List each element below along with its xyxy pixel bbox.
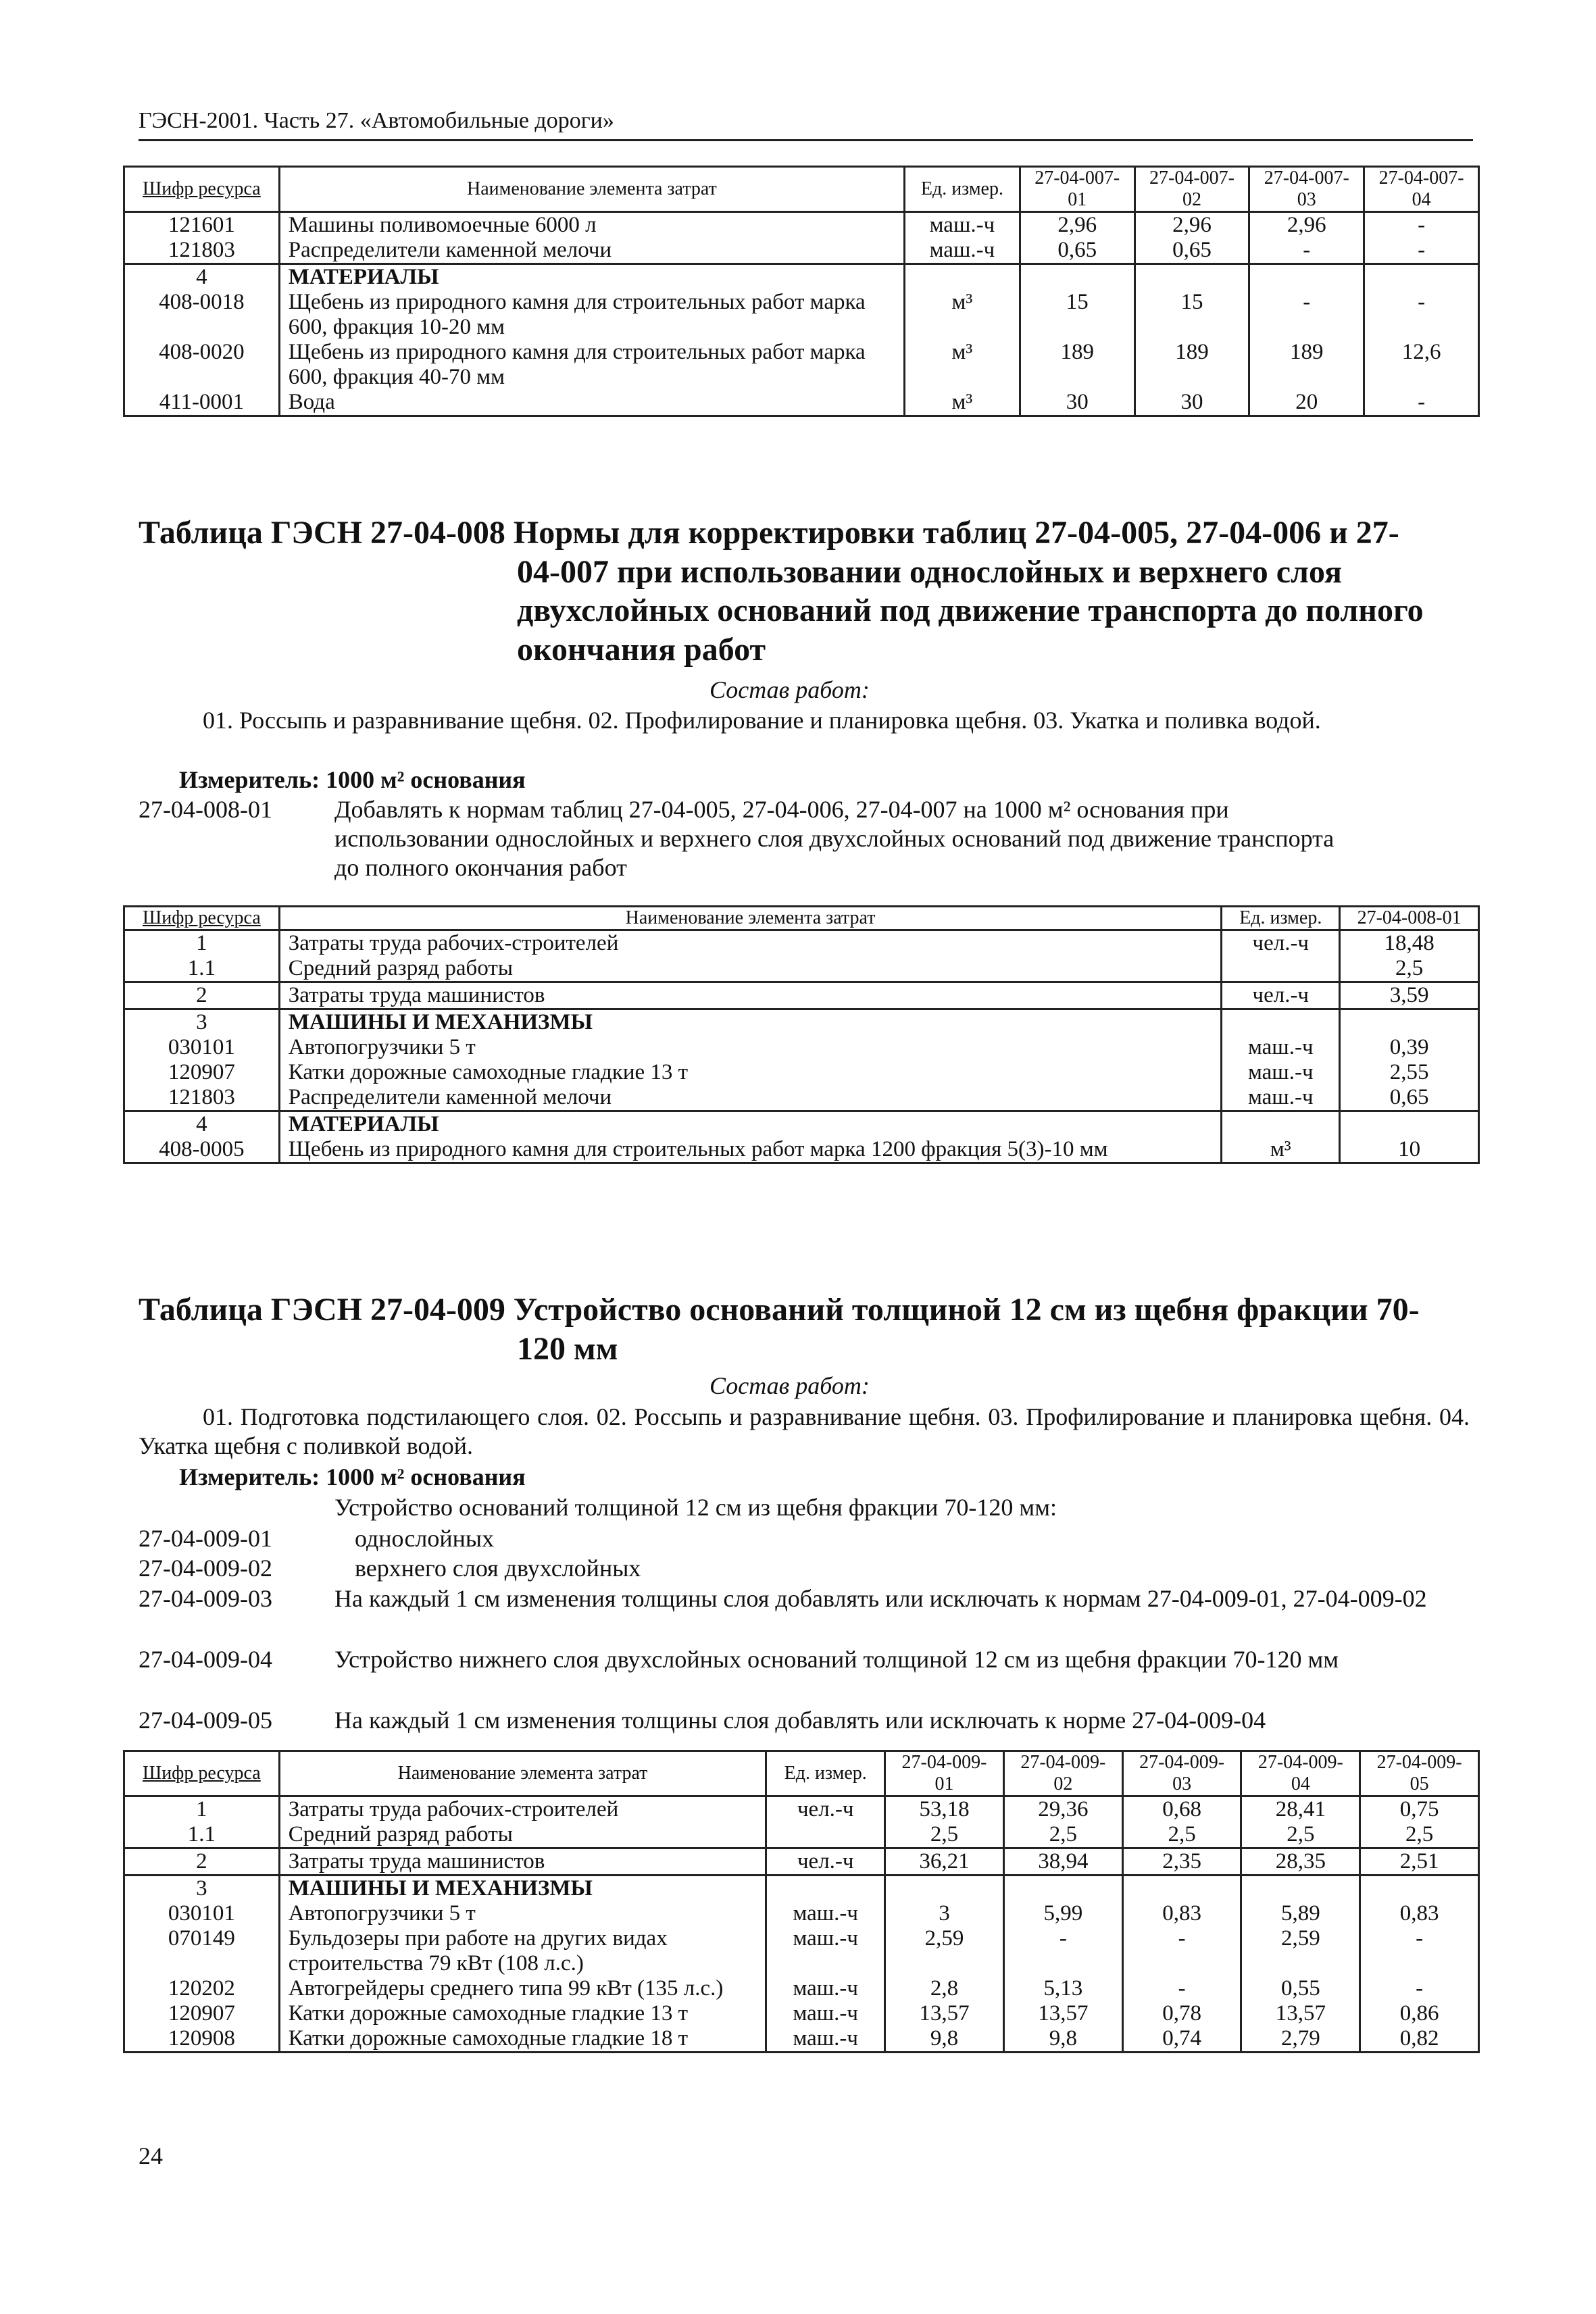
cell: 189 — [1134, 340, 1249, 390]
cell: маш.-ч — [766, 2026, 885, 2052]
cell: 408-0005 — [124, 1137, 280, 1163]
header-cell: 27-04-009-02 — [1003, 1751, 1122, 1796]
table-row — [124, 340, 1479, 390]
cell: 3 — [124, 1876, 280, 1901]
cell: 2 — [124, 982, 280, 1009]
cell — [1122, 1876, 1241, 1901]
cell — [1222, 1009, 1340, 1035]
norm-code: 27-04-009-02 — [139, 1555, 272, 1582]
cell: 0,39 — [1340, 1035, 1479, 1060]
cell — [1340, 1009, 1479, 1035]
running-header: ГЭСН-2001. Часть 27. «Автомобильные дороги» — [139, 108, 1473, 141]
norm-description: Устройство нижнего слоя двухслойных оснований толщиной 12 см из щебня фракции 70-120 мм — [334, 1646, 1339, 1673]
cell: 2,51 — [1360, 1848, 1479, 1876]
section-title — [139, 513, 1483, 669]
header-cell: 27-04-009-04 — [1241, 1751, 1360, 1796]
table-row — [124, 1848, 1479, 1876]
cell: Вода — [279, 390, 904, 416]
table-row — [124, 1901, 1479, 1926]
cell: 29,36 — [1003, 1796, 1122, 1822]
cell: 121803 — [124, 1085, 280, 1111]
header-cell: Наименование элемента затрат — [279, 1751, 766, 1796]
norm-code: 27-04-009-04 — [139, 1646, 272, 1673]
table-row — [124, 1035, 1479, 1060]
cell: 5,13 — [1003, 1976, 1122, 2001]
cell: - — [1364, 212, 1479, 238]
cell: 36,21 — [885, 1848, 1004, 1876]
cell: Автопогрузчики 5 т — [279, 1035, 1222, 1060]
cell: 20 — [1249, 390, 1364, 416]
cell: Щебень из природного камня для строительных работ марка 600, фракция 40-70 мм — [279, 340, 904, 390]
cell: Средний разряд работы — [279, 956, 1222, 982]
cell: 1.1 — [124, 956, 280, 982]
cell: 411-0001 — [124, 390, 280, 416]
cell: 120908 — [124, 2026, 280, 2052]
table-row — [124, 1926, 1479, 1976]
table-row — [124, 1822, 1479, 1848]
table-header-row — [124, 167, 1479, 212]
header-cell: Наименование элемента затрат — [279, 907, 1222, 930]
table-row — [124, 1060, 1479, 1085]
table-row — [124, 1876, 1479, 1901]
table-row — [124, 2001, 1479, 2026]
cell — [1222, 1111, 1340, 1136]
cell: маш.-ч — [905, 212, 1020, 238]
header-cell: 27-04-009-05 — [1360, 1751, 1479, 1796]
norm-description: На каждый 1 см изменения толщины слоя добавлять или исключать к нормам 27-04-009-01, 27-04-009-02 — [334, 1585, 1427, 1612]
table-header-row — [124, 907, 1479, 930]
cell — [885, 1876, 1004, 1901]
cell: 2,5 — [1122, 1822, 1241, 1848]
cell: маш.-ч — [766, 2001, 885, 2026]
cell: 3,59 — [1340, 982, 1479, 1009]
table-row — [124, 1976, 1479, 2001]
cell: 28,41 — [1241, 1796, 1360, 1822]
cell: Распределители каменной мелочи — [279, 238, 904, 263]
header-cell: Шифр ресурса — [124, 1751, 280, 1796]
cell: МАТЕРИАЛЫ — [279, 1111, 1222, 1136]
cell: 1.1 — [124, 1822, 280, 1848]
meter-label: Измеритель: 1000 м² основания — [179, 766, 526, 793]
cell: чел.-ч — [1222, 982, 1340, 1009]
cell: 2,5 — [1241, 1822, 1360, 1848]
cell: Щебень из природного камня для строительных работ марка 1200 фракция 5(3)-10 мм — [279, 1137, 1222, 1163]
cell: 2,59 — [1241, 1926, 1360, 1976]
table-row — [124, 290, 1479, 340]
table-row — [124, 1111, 1479, 1136]
norm-code: 27-04-009-01 — [139, 1525, 272, 1552]
header-cell: Шифр ресурса — [124, 907, 280, 930]
cell: 28,35 — [1241, 1848, 1360, 1876]
cell: 2,96 — [1020, 212, 1134, 238]
table-row — [124, 264, 1479, 290]
resource-table-008 — [123, 905, 1480, 1164]
cell: чел.-ч — [766, 1848, 885, 1876]
cell: Средний разряд работы — [279, 1822, 766, 1848]
cell: - — [1249, 290, 1364, 340]
meter-label: Измеритель: 1000 м² основания — [179, 1463, 526, 1490]
cell: маш.-ч — [1222, 1085, 1340, 1111]
table-row — [124, 1085, 1479, 1111]
cell: 1 — [124, 930, 280, 956]
cell: маш.-ч — [766, 1926, 885, 1976]
cell: 2,55 — [1340, 1060, 1479, 1085]
cell: 13,57 — [1003, 2001, 1122, 2026]
title-line: окончания работ — [517, 631, 766, 668]
cell: 30 — [1020, 390, 1134, 416]
header-cell: Наименование элемента затрат — [279, 167, 904, 212]
table-row — [124, 238, 1479, 263]
cell: - — [1364, 390, 1479, 416]
cell: 189 — [1020, 340, 1134, 390]
cell: 0,68 — [1122, 1796, 1241, 1822]
cell: 4 — [124, 1111, 280, 1136]
cell — [1249, 264, 1364, 290]
cell: Бульдозеры при работе на других видах строительства 79 кВт (108 л.с.) — [279, 1926, 766, 1976]
cell: 2,96 — [1249, 212, 1364, 238]
cell: маш.-ч — [905, 238, 1020, 263]
table-row — [124, 1009, 1479, 1035]
cell — [1241, 1876, 1360, 1901]
cell: 2,8 — [885, 1976, 1004, 2001]
table-row — [124, 1796, 1479, 1822]
header-cell: Ед. измер. — [766, 1751, 885, 1796]
cell: 3 — [885, 1901, 1004, 1926]
cell: 070149 — [124, 1926, 280, 1976]
cell: м³ — [905, 290, 1020, 340]
cell: 2,35 — [1122, 1848, 1241, 1876]
cell: 2,5 — [885, 1822, 1004, 1848]
cell: Распределители каменной мелочи — [279, 1085, 1222, 1111]
cell: маш.-ч — [1222, 1060, 1340, 1085]
cell: 0,83 — [1360, 1901, 1479, 1926]
table-row — [124, 1137, 1479, 1163]
cell: 0,65 — [1020, 238, 1134, 263]
section-title — [139, 1290, 1483, 1368]
norm-code: 27-04-008-01 — [139, 796, 272, 823]
cell — [1003, 1876, 1122, 1901]
title-line: 04-007 при использовании однослойных и верхнего слоя — [517, 553, 1342, 590]
cell: 2,5 — [1003, 1822, 1122, 1848]
cell: 53,18 — [885, 1796, 1004, 1822]
cell: 3 — [124, 1009, 280, 1035]
cell: Затраты труда рабочих-строителей — [279, 930, 1222, 956]
cell: 30 — [1134, 390, 1249, 416]
cell: чел.-ч — [1222, 930, 1340, 956]
cell: 9,8 — [1003, 2026, 1122, 2052]
cell: 10 — [1340, 1137, 1479, 1163]
header-cell: Ед. измер. — [1222, 907, 1340, 930]
page-number: 24 — [139, 2142, 163, 2169]
resource-table-007 — [123, 166, 1480, 417]
header-cell: Ед. измер. — [905, 167, 1020, 212]
header-cell: Шифр ресурса — [124, 167, 280, 212]
norm-description: однослойных — [355, 1525, 495, 1552]
cell: 121601 — [124, 212, 280, 238]
cell: 15 — [1134, 290, 1249, 340]
cell: 5,99 — [1003, 1901, 1122, 1926]
norm-intro: Устройство оснований толщиной 12 см из щебня фракции 70-120 мм: — [334, 1494, 1057, 1521]
cell: 5,89 — [1241, 1901, 1360, 1926]
table-row — [124, 982, 1479, 1009]
cell: 0,65 — [1134, 238, 1249, 263]
cell: 0,65 — [1340, 1085, 1479, 1111]
cell: 13,57 — [1241, 2001, 1360, 2026]
cell: - — [1249, 238, 1364, 263]
cell: 2,96 — [1134, 212, 1249, 238]
cell: 408-0020 — [124, 340, 280, 390]
cell: - — [1122, 1976, 1241, 2001]
cell: - — [1122, 1926, 1241, 1976]
cell: Катки дорожные самоходные гладкие 13 т — [279, 2001, 766, 2026]
cell: Машины поливомоечные 6000 л — [279, 212, 904, 238]
composition-text: 01. Россыпь и разравнивание щебня. 02. Профилирование и планировка щебня. 03. Укатка и поливка водой. — [203, 707, 1321, 734]
cell: - — [1364, 238, 1479, 263]
cell: 2,79 — [1241, 2026, 1360, 2052]
cell: 0,83 — [1122, 1901, 1241, 1926]
title-line: 120 мм — [517, 1330, 618, 1367]
cell: Катки дорожные самоходные гладкие 13 т — [279, 1060, 1222, 1085]
cell — [1020, 264, 1134, 290]
cell: 0,74 — [1122, 2026, 1241, 2052]
cell: - — [1360, 1976, 1479, 2001]
cell: 030101 — [124, 1901, 280, 1926]
cell: м³ — [905, 340, 1020, 390]
cell: 121803 — [124, 238, 280, 263]
table-row — [124, 212, 1479, 238]
composition-text: 01. Подготовка подстилающего слоя. 02. Россыпь и разравнивание щебня. 03. Профилирование и планировка щебня. 04. Укатка щебня с поливкой водой. — [139, 1403, 1470, 1460]
norm-description: Добавлять к нормам таблиц 27-04-005, 27-04-006, 27-04-007 на 1000 м² основания при использовании однослойных и верхнего слоя двухслойных оснований под движение транспорта до полного окончания работ — [334, 796, 1335, 882]
cell: 15 — [1020, 290, 1134, 340]
cell: Щебень из природного камня для строительных работ марка 600, фракция 10-20 мм — [279, 290, 904, 340]
cell: маш.-ч — [766, 1901, 885, 1926]
cell: 12,6 — [1364, 340, 1479, 390]
title-line: двухслойных оснований под движение транспорта до полного — [517, 593, 1424, 629]
cell: маш.-ч — [1222, 1035, 1340, 1060]
cell — [1134, 264, 1249, 290]
norm-description: верхнего слоя двухслойных — [355, 1555, 641, 1582]
cell: 2 — [124, 1848, 280, 1876]
cell: 408-0018 — [124, 290, 280, 340]
cell: 1 — [124, 1796, 280, 1822]
header-cell: 27-04-007-03 — [1249, 167, 1364, 212]
cell: 0,86 — [1360, 2001, 1479, 2026]
table-row — [124, 956, 1479, 982]
header-cell: 27-04-009-01 — [885, 1751, 1004, 1796]
header-cell: 27-04-009-03 — [1122, 1751, 1241, 1796]
norm-code: 27-04-009-03 — [139, 1585, 272, 1612]
cell — [766, 1876, 885, 1901]
cell: 13,57 — [885, 2001, 1004, 2026]
cell: 2,5 — [1360, 1822, 1479, 1848]
header-cell: 27-04-007-02 — [1134, 167, 1249, 212]
cell: - — [1003, 1926, 1122, 1976]
cell — [1340, 1111, 1479, 1136]
cell: 2,5 — [1340, 956, 1479, 982]
cell — [766, 1822, 885, 1848]
table-row — [124, 390, 1479, 416]
cell: 0,78 — [1122, 2001, 1241, 2026]
cell: 189 — [1249, 340, 1364, 390]
cell: 120907 — [124, 1060, 280, 1085]
cell: - — [1360, 1926, 1479, 1976]
cell: МАШИНЫ И МЕХАНИЗМЫ — [279, 1876, 766, 1901]
header-cell: 27-04-007-01 — [1020, 167, 1134, 212]
cell — [1360, 1876, 1479, 1901]
cell: м³ — [1222, 1137, 1340, 1163]
cell: 9,8 — [885, 2026, 1004, 2052]
cell: - — [1364, 290, 1479, 340]
cell — [1222, 956, 1340, 982]
cell — [905, 264, 1020, 290]
cell: Затраты труда рабочих-строителей — [279, 1796, 766, 1822]
norm-code: 27-04-009-05 — [139, 1707, 272, 1734]
cell: Автопогрузчики 5 т — [279, 1901, 766, 1926]
table-row — [124, 930, 1479, 956]
title-line: Таблица ГЭСН 27-04-008 Нормы для корректировки таблиц 27-04-005, 27-04-006 и 27- — [139, 515, 1399, 551]
cell: 2,59 — [885, 1926, 1004, 1976]
cell: Затраты труда машинистов — [279, 1848, 766, 1876]
table-row — [124, 2026, 1479, 2052]
cell: МАТЕРИАЛЫ — [279, 264, 904, 290]
cell: 18,48 — [1340, 930, 1479, 956]
composition-label: Состав работ: — [709, 1372, 870, 1399]
cell: 030101 — [124, 1035, 280, 1060]
title-line: Таблица ГЭСН 27-04-009 Устройство оснований толщиной 12 см из щебня фракции 70- — [139, 1292, 1420, 1328]
cell: 38,94 — [1003, 1848, 1122, 1876]
cell: чел.-ч — [766, 1796, 885, 1822]
header-cell: 27-04-008-01 — [1340, 907, 1479, 930]
cell: маш.-ч — [766, 1976, 885, 2001]
cell — [1364, 264, 1479, 290]
header-cell: 27-04-007-04 — [1364, 167, 1479, 212]
cell: Катки дорожные самоходные гладкие 18 т — [279, 2026, 766, 2052]
norm-description: На каждый 1 см изменения толщины слоя добавлять или исключать к норме 27-04-009-04 — [334, 1707, 1266, 1734]
cell: 0,82 — [1360, 2026, 1479, 2052]
cell: м³ — [905, 390, 1020, 416]
cell: МАШИНЫ И МЕХАНИЗМЫ — [279, 1009, 1222, 1035]
cell: 0,75 — [1360, 1796, 1479, 1822]
cell: 120907 — [124, 2001, 280, 2026]
composition-label: Состав работ: — [709, 676, 870, 703]
cell: 0,55 — [1241, 1976, 1360, 2001]
cell: 120202 — [124, 1976, 280, 2001]
table-header-row — [124, 1751, 1479, 1796]
cell: Затраты труда машинистов — [279, 982, 1222, 1009]
cell: 4 — [124, 264, 280, 290]
resource-table-009 — [123, 1750, 1480, 2053]
cell: Автогрейдеры среднего типа 99 кВт (135 л.с.) — [279, 1976, 766, 2001]
